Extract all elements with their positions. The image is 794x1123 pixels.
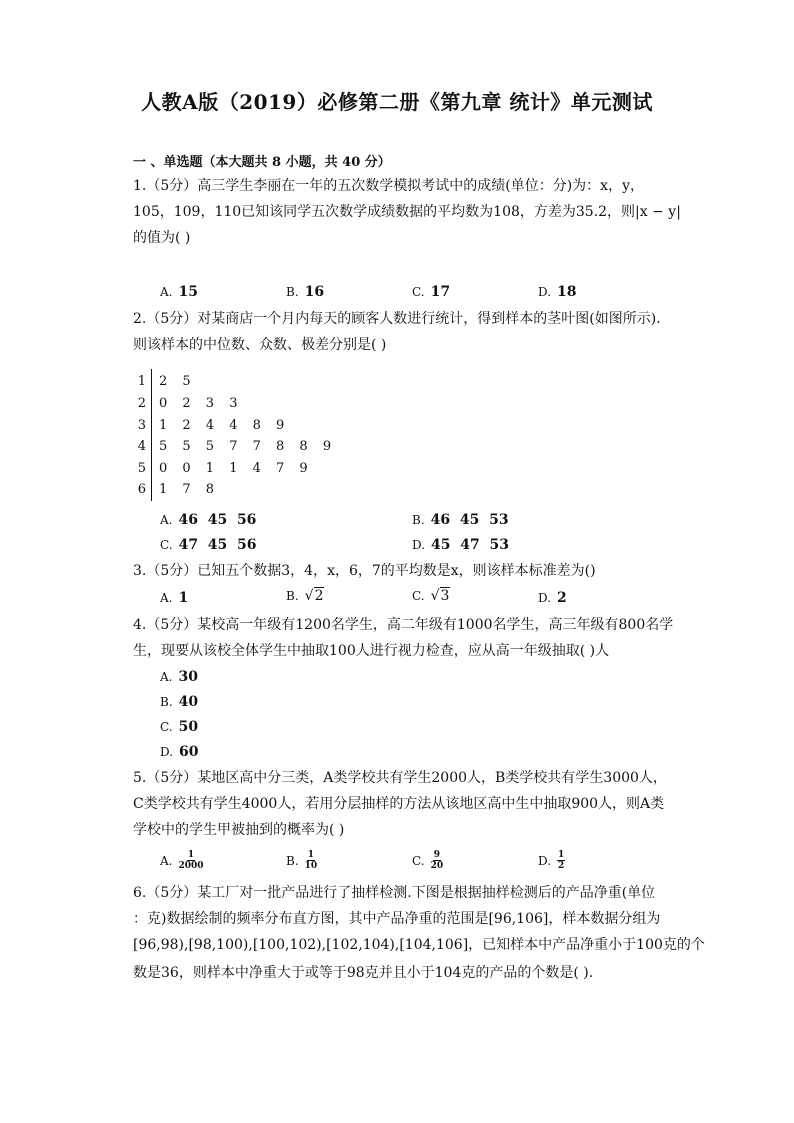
option-d[interactable] xyxy=(538,284,577,300)
option-c[interactable] xyxy=(412,588,450,604)
option-b[interactable] xyxy=(286,850,317,871)
option-letter: D. xyxy=(538,591,552,605)
option-letter: C. xyxy=(412,853,425,868)
fraction xyxy=(305,850,318,871)
option-letter: C. xyxy=(412,285,425,299)
option-letter: A. xyxy=(160,853,173,868)
stem: 5 xyxy=(137,461,146,476)
stem: 4 xyxy=(137,439,146,454)
sqrt-symbol: √3 xyxy=(430,588,450,604)
option-b[interactable] xyxy=(286,284,324,300)
option-c[interactable] xyxy=(160,719,198,735)
option-letter: C. xyxy=(160,720,173,734)
option-d[interactable] xyxy=(538,850,565,871)
denominator: 2000 xyxy=(178,861,204,871)
stem: 6 xyxy=(137,482,146,497)
page-title: 人教A版（2019）必修第二册《第九章 统计》单元测试 xyxy=(141,90,653,114)
numerator: 9 xyxy=(433,850,440,860)
denominator: 20 xyxy=(430,861,444,871)
option-letter: C. xyxy=(160,538,173,552)
leaves: 1 2 4 4 8 9 xyxy=(159,418,285,433)
option-letter: B. xyxy=(286,285,299,299)
option-value: 46 45 53 xyxy=(430,512,509,528)
numerator: 1 xyxy=(558,850,565,860)
option-value: 16 xyxy=(304,284,325,300)
question-text: 4.（5分）某校高一年级有1200名学生，高二年级有1000名学生，高三年级有800名学 xyxy=(133,617,674,633)
option-value: 3 xyxy=(440,588,450,604)
option-value: 60 xyxy=(179,744,199,760)
numerator: 1 xyxy=(187,850,195,860)
question-text: 5.（5分）某地区高中分三类，A类学校共有学生2000人，B类学校共有学生3000人， xyxy=(133,770,667,786)
fraction xyxy=(178,850,203,871)
option-letter: B. xyxy=(286,853,299,868)
question-text: 2.（5分）对某商店一个月内每天的顾客人数进行统计，得到样本的茎叶图(如图所示). xyxy=(133,311,661,327)
option-c[interactable] xyxy=(412,850,443,871)
leaves: 0 2 3 3 xyxy=(159,396,238,411)
option-letter: D. xyxy=(538,853,552,868)
stem: 2 xyxy=(137,396,146,411)
option-value: 47 45 56 xyxy=(178,537,257,553)
option-b[interactable] xyxy=(160,694,198,710)
numerator: 1 xyxy=(307,850,315,860)
section-heading: 一 、单选题（本大题共 8 小题，共 40 分） xyxy=(133,155,391,170)
option-a[interactable] xyxy=(160,284,198,300)
question-text: C类学校共有学生4000人，若用分层抽样的方法从该地区高中生中抽取900人，则A类 xyxy=(133,796,665,812)
option-a[interactable] xyxy=(160,512,256,528)
option-c[interactable] xyxy=(412,284,450,300)
question-text: 6.（5分）某工厂对一批产品进行了抽样检测.下图是根据抽样检测后的产品净重(单位 xyxy=(133,885,656,901)
option-value: 2 xyxy=(314,588,324,604)
option-letter: A. xyxy=(160,670,173,684)
question-text: 的值为( ) xyxy=(133,230,191,246)
option-value: 18 xyxy=(557,284,577,300)
option-letter: B. xyxy=(412,513,425,527)
option-letter: D. xyxy=(538,285,552,299)
denominator: 2 xyxy=(558,861,565,871)
option-letter: B. xyxy=(160,695,173,709)
stem: 1 xyxy=(137,374,146,389)
option-letter: A. xyxy=(160,285,173,299)
sqrt-symbol: √2 xyxy=(304,588,324,604)
option-d[interactable] xyxy=(538,590,567,606)
option-d[interactable] xyxy=(160,744,199,760)
option-value: 2 xyxy=(557,590,567,606)
question-text: 105，109，110已知该同学五次数学成绩数据的平均数为108，方差为35.2，则|x − y| xyxy=(133,204,681,220)
option-b[interactable] xyxy=(412,512,509,528)
option-value: 17 xyxy=(430,284,451,300)
question-text: 1.（5分）高三学生李丽在一年的五次数学模拟考试中的成绩(单位：分)为：x，y， xyxy=(133,178,644,194)
stem: 3 xyxy=(137,418,146,433)
question-text: 学校中的学生甲被抽到的概率为( ) xyxy=(133,822,345,838)
option-letter: D. xyxy=(412,538,426,552)
question-text: ：克)数据绘制的频率分布直方图，其中产品净重的范围是[96,106]，样本数据分组为 xyxy=(133,911,661,927)
fraction xyxy=(557,850,565,871)
option-b[interactable] xyxy=(286,588,324,604)
option-value: 40 xyxy=(178,694,199,710)
option-a[interactable] xyxy=(160,850,204,871)
leaves: 1 7 8 xyxy=(159,482,215,497)
leaves: 2 5 xyxy=(159,374,191,389)
option-d[interactable] xyxy=(412,537,509,553)
question-text: 则该样本的中位数、众数、极差分别是( ) xyxy=(133,337,387,353)
option-a[interactable] xyxy=(160,590,188,606)
denominator: 10 xyxy=(304,861,318,871)
question-text: 3.（5分）已知五个数据3，4，x，6，7的平均数是x，则该样本标准差为() xyxy=(133,563,596,579)
question-text: 生，现要从该校全体学生中抽取100人进行视力检查，应从高一年级抽取( )人 xyxy=(133,643,610,659)
question-text: [96,98),[98,100),[100,102),[102,104),[104,106]，已知样本中产品净重小于100克的个 xyxy=(133,937,705,953)
stem-leaf-divider xyxy=(151,369,152,501)
option-value: 50 xyxy=(178,719,199,735)
option-letter: A. xyxy=(160,513,173,527)
option-c[interactable] xyxy=(160,537,257,553)
option-letter: A. xyxy=(160,591,173,605)
option-value: 15 xyxy=(178,284,198,300)
leaves: 0 0 1 1 4 7 9 xyxy=(159,461,308,476)
option-letter: D. xyxy=(160,745,174,759)
option-letter: C. xyxy=(412,589,425,603)
option-value: 30 xyxy=(178,669,198,685)
option-value: 45 47 53 xyxy=(431,537,509,553)
leaves: 5 5 5 7 7 8 8 9 xyxy=(159,439,332,454)
question-text: 数是36，则样本中净重大于或等于98克并且小于104克的产品的个数是( ). xyxy=(133,965,594,981)
option-a[interactable] xyxy=(160,669,198,685)
fraction xyxy=(431,850,444,871)
option-value: 46 45 56 xyxy=(178,512,257,528)
option-value: 1 xyxy=(178,590,189,606)
option-letter: B. xyxy=(286,589,299,603)
